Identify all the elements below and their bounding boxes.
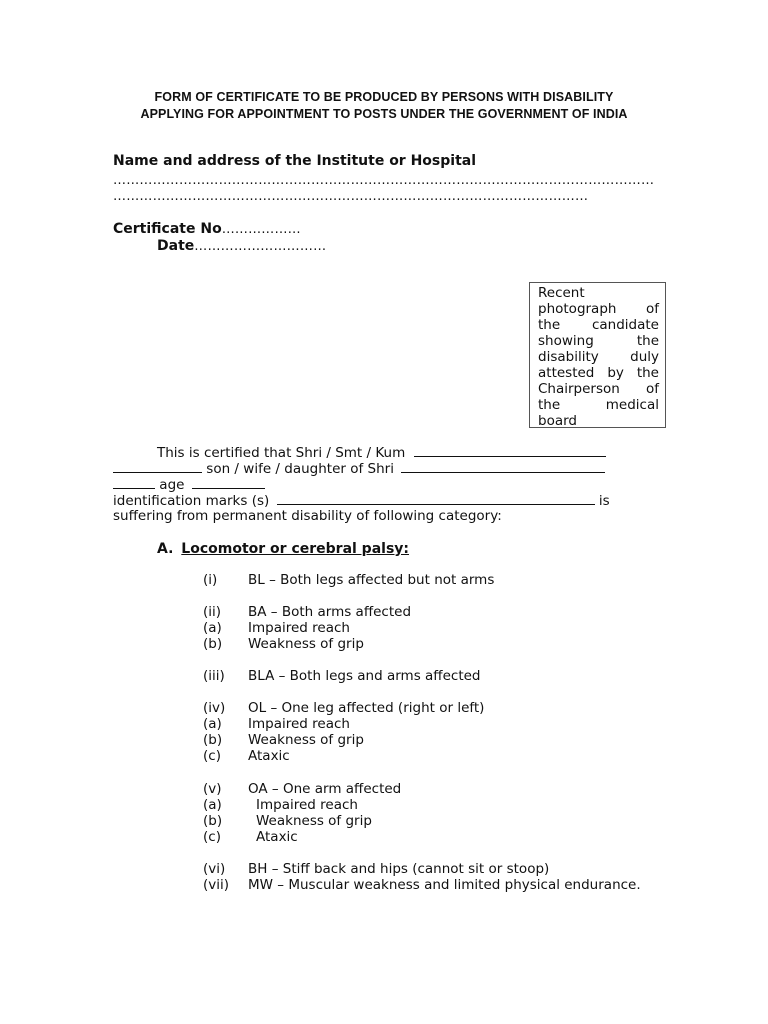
photo-box-line: photograph of: [538, 301, 659, 317]
date-dots: …………………………: [194, 239, 327, 254]
identification-marks-label: identification marks (s): [113, 493, 270, 509]
institute-heading: Name and address of the Institute or Hospital: [113, 153, 477, 169]
list-item-text: BA – Both arms affected: [248, 604, 412, 620]
relation-text: son / wife / daughter of Shri: [206, 461, 394, 477]
age-blank[interactable]: [192, 476, 265, 489]
photo-box-line: the candidate: [538, 317, 659, 333]
parent-name-blank[interactable]: [401, 460, 605, 473]
list-item-text: BLA – Both legs and arms affected: [248, 668, 481, 684]
list-item-num: (vi): [203, 861, 226, 877]
list-item-num: (b): [203, 636, 223, 652]
photo-box-line: board: [538, 413, 577, 429]
list-item-num: (a): [203, 797, 222, 813]
list-item-num: (b): [203, 813, 223, 829]
date-row: [157, 235, 326, 254]
age-prefix-blank[interactable]: [113, 476, 155, 489]
list-item-text: OL – One leg affected (right or left): [248, 700, 485, 716]
list-item-text: Weakness of grip: [248, 636, 364, 652]
certificate-no-dots: ………………: [221, 222, 301, 237]
form-title-line-1: FORM OF CERTIFICATE TO BE PRODUCED BY PERSONS WITH DISABILITY: [154, 90, 614, 104]
identification-marks-end: is: [598, 493, 610, 509]
list-item-num: (i): [203, 572, 218, 588]
list-item-num: (c): [203, 748, 221, 764]
certify-line-5: suffering from permanent disability of following category:: [113, 508, 502, 524]
photo-box-line: showing the: [538, 333, 659, 349]
form-title-line-2: APPLYING FOR APPOINTMENT TO POSTS UNDER THE GOVERNMENT OF INDIA: [140, 107, 628, 121]
list-item-num: (ii): [203, 604, 222, 620]
photograph-box: [529, 282, 666, 428]
certify-intro-text: This is certified that Shri / Smt / Kum: [157, 445, 406, 461]
list-item-text: Weakness of grip: [256, 813, 372, 829]
date-label: Date: [157, 238, 195, 254]
list-item-text: Ataxic: [256, 829, 298, 845]
list-item-text: Ataxic: [248, 748, 290, 764]
name-continuation-blank[interactable]: [113, 460, 202, 473]
list-item-num: (c): [203, 829, 221, 845]
list-item-text: MW – Muscular weakness and limited physical endurance.: [248, 877, 641, 893]
photo-box-line: attested by the: [538, 365, 659, 381]
institute-dots-line-1: ……………………………………………………………………………………………………………: [113, 173, 655, 188]
list-item-num: (iii): [203, 668, 225, 684]
photo-box-line: Chairperson of: [538, 381, 659, 397]
certify-line-1: [157, 444, 606, 461]
institute-dots-line-2: ………………………………………………………………………………………………: [113, 189, 589, 204]
list-item-num: (a): [203, 620, 222, 636]
name-blank[interactable]: [414, 444, 606, 457]
list-item-text: OA – One arm affected: [248, 781, 402, 797]
list-item-text: BL – Both legs affected but not arms: [248, 572, 495, 588]
certify-line-2: [113, 460, 605, 477]
certify-line-3: [113, 476, 265, 493]
section-a-heading: [157, 541, 409, 557]
list-item-num: (b): [203, 732, 223, 748]
list-item-num: (iv): [203, 700, 226, 716]
identification-marks-blank[interactable]: [277, 492, 595, 505]
section-a-title: Locomotor or cerebral palsy:: [181, 541, 410, 557]
certificate-no-label: Certificate No: [113, 221, 222, 237]
certify-line-4: [113, 492, 610, 509]
list-item-num: (a): [203, 716, 222, 732]
list-item-text: Impaired reach: [248, 620, 350, 636]
photo-box-line: the medical: [538, 397, 659, 413]
photo-box-line: Recent: [538, 285, 585, 301]
list-item-text: Impaired reach: [248, 716, 350, 732]
list-item-text: Impaired reach: [256, 797, 358, 813]
list-item-text: Weakness of grip: [248, 732, 364, 748]
photo-box-line: disability duly: [538, 349, 659, 365]
list-item-text: BH – Stiff back and hips (cannot sit or stoop): [248, 861, 550, 877]
list-item-num: (vii): [203, 877, 230, 893]
section-a-letter: A.: [157, 541, 174, 557]
list-item-num: (v): [203, 781, 222, 797]
age-label: age: [159, 477, 185, 493]
